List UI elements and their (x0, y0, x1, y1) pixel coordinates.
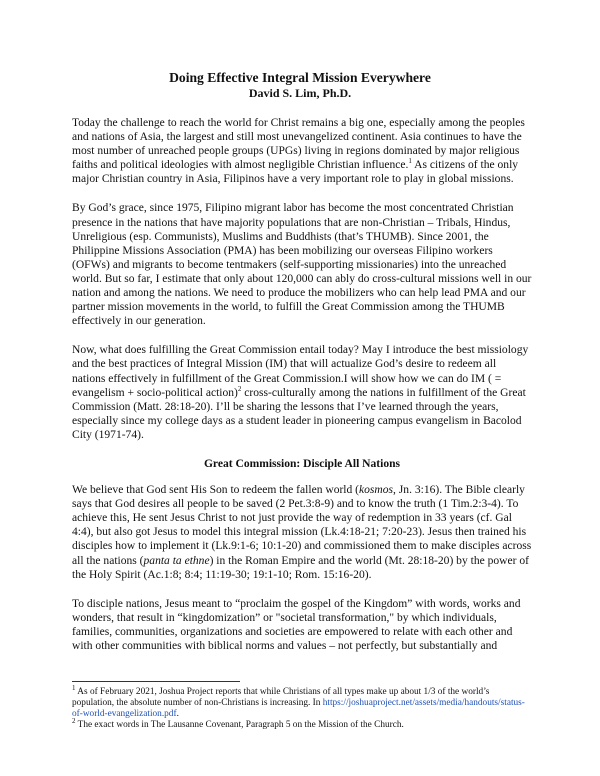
paragraph-disciple-nations: To disciple nations, Jesus meant to “proclaim the gospel of the Kingdom” with words, works and wonders, that result in “kingdomization” or "societal transformation," by which individuals, families, communities, organizations and societies are empowered to relate with each other and with other communities with biblical norms and values – not perfectly, but substantially and (72, 597, 521, 652)
footnote-ref-1[interactable]: 1 (408, 157, 412, 166)
paragraph-intro: Today the challenge to reach the world for Christ remains a big one, especially among the peoples and nations of Asia, the largest and still most unevangelized continent. Asia continues to have the most number of unreached people groups (UPGs) living in regions dominated by major religious faiths and political ideologies with almost negligible Christian influence.$^1$ As citizens of the only major Christian country in Asia, Filipinos have a very important role to play in global missions. (72, 117, 525, 186)
paragraph-redeem-world: We believe that God sent His Son to redeem the fallen world (kosmos, Jn. 3:16). The Bible clearly says that God desires all people to be saved (2 Pet.3:8-9) and to know the truth (1 Tim.2:3-4). To achieve this, He sent Jesus Christ to not just provide the way of redemption in 33 years (cf. Gal 4:4), but also got Jesus to model this integral mission (Lk.4:18-21; 7:20-23). Jesus then trained his disciples how to implement it (Lk.9:1-6; 10:1-20) and commissioned them to make disciples across all the nations (panta ta ethne) in the Roman Empire and the world (Mt. 28:18-20) by the power of the Holy Spirit (Ac.1:8; 8:4; 11:19-30; 19:1-10; Rom. 15:16-20). (72, 484, 532, 581)
term-kosmos: kosmos (359, 484, 394, 497)
footnote-divider (72, 681, 240, 682)
document-title: Doing Effective Integral Mission Everywhere (169, 70, 431, 85)
footnote-ref-2[interactable]: 2 (237, 384, 242, 393)
footnote-2: $^2$ The exact words in The Lausanne Covenant, Paragraph 5 on the Mission of the Church. (72, 716, 404, 730)
paragraph-migrant-labor: By God’s grace, since 1975, Filipino migrant labor has become the most concentrated Christian presence in the nations that have majority populations that are non-Christian – Tribals, Hindus, Unreligious (esp. Communists), Muslims and Buddhists (that’s THUMB). Since 2001, the Philippine Missions Association (PMA) has been mobilizing our overseas Filipino workers (OFWs) and migrants to become tentmakers (self-supporting missionaries) into the unreached world. But so far, I estimate that only about 120,000 can ably do cross-cultural missions well in our nation and among the nations. We need to produce the mobilizers who can help lead PMA and our partner mission movements in the world, to fulfill the Great Commission among the THUMB effectively in our generation. (72, 202, 532, 328)
footnotes (72, 681, 532, 731)
paragraph-great-commission: Now, what does fulfilling the Great Commission entail today? May I introduce the best missiology and the best practices of Integral Mission (IM) that will actualize God’s desire to redeem all nations effectively in fulfillment of the Great Commission.I will show how we can do IM ( = evangelism + socio-political action)$^2$ cross-culturally among the nations in fulfillment of the Great Commission (Matt. 28:18-20). I’ll be sharing the lessons that I’ve learned through the years, especially since my college days as a student leader in pioneering campus evangelism in Bacolod City (1971-74). (72, 344, 529, 441)
term-panta-ta-ethne: panta ta ethne (143, 554, 210, 567)
document-author: David S. Lim, Ph.D. (248, 86, 352, 100)
footnote-1: $^1$ As of February 2021, Joshua Project reports that while Christians of all types make up about 1/3 of the world’s population, the absolute number of non-Christians is increasing. In https://joshuaproject.net/assets/media/handouts/status-of-world-evangelization.pdf. (72, 683, 525, 719)
section-heading: Great Commission: Disciple All Nations (203, 457, 401, 470)
document-body (72, 116, 532, 668)
footnote-1-link[interactable]: https://joshuaproject.net/assets/media/handouts/status-of-world-evangelization.pdf (72, 698, 525, 719)
